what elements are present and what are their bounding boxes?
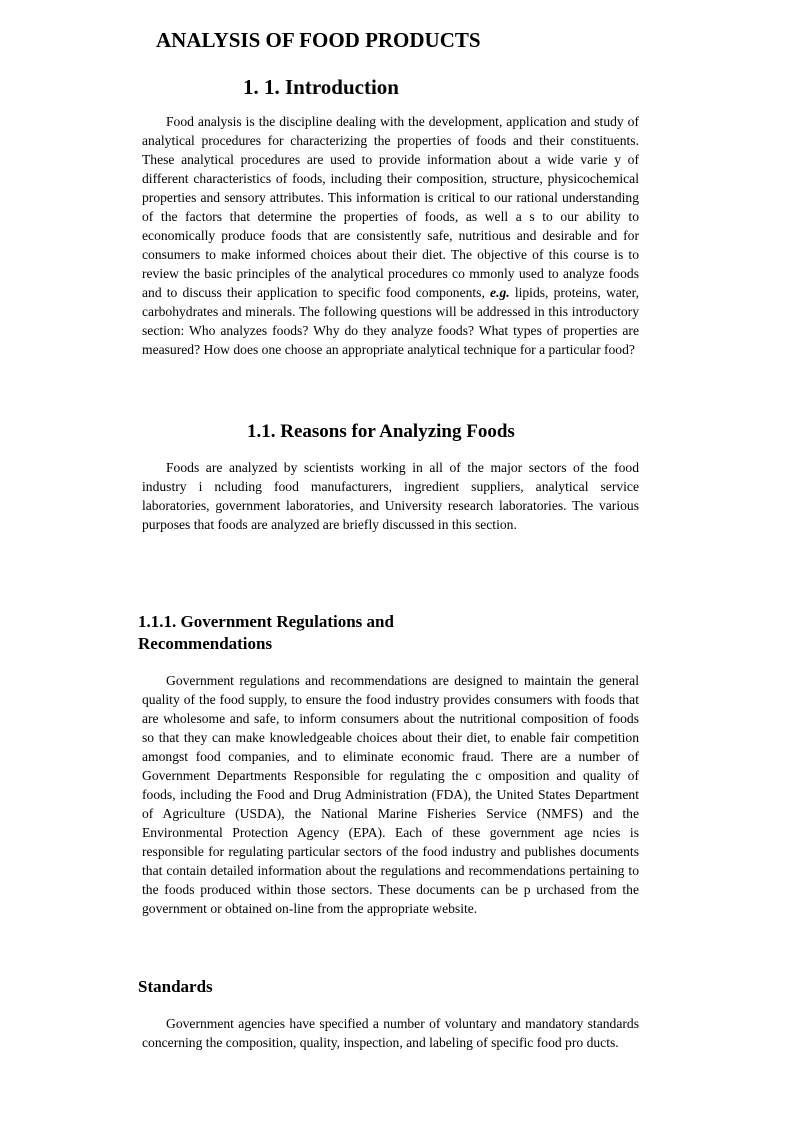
paragraph-government-regulations: Government regulations and recommendations are designed to maintain the general quality of the food supply, to ensure the food industry provides consumers with foods that are wholesome and safe, to inform consumers about the nutritional composition of foods so that they can make knowledgeable choices about their diet, to enable fair competition amongst food companies, and to eliminate economic fraud. There are a number of Government Departments Responsible for regulating the c omposition and quality of foods, including the Food and Drug Administration (FDA), the United States Department of Agriculture (USDA), the National Marine Fisheries Service (NMFS) and the Environmental Protection Agency (EPA). Each of these government age ncies is responsible for regulating particular sectors of the food industry and publishes documents that contain detailed information about the regulations and recommendations pertaining to the foods produced within those sectors. These documents can be p urchased from the government or obtained on-line from the appropriate website. xyxy=(142,673,639,916)
heading-standards: Standards xyxy=(138,977,213,996)
paragraph-standards: Government agencies have specified a number of voluntary and mandatory standards concerning the composition, quality, inspection, and labeling of specific food pro ducts. xyxy=(142,1016,639,1050)
intro-eg: e.g. xyxy=(490,285,510,300)
document-title: ANALYSIS OF FOOD PRODUCTS xyxy=(156,28,481,52)
heading-reasons: 1.1. Reasons for Analyzing Foods xyxy=(247,421,515,442)
intro-text-part1: Food analysis is the discipline dealing with the development, application and study of analytical procedures for characterizing the properties of foods and their constituents. These analytical procedures are used to provide information about a wide varie y of different characteristics of foods, including their composition, structure, physicochemical properties and sensory attributes. This information is critical to our rational understanding of the factors that determine the properties of foods, as well a s to our ability to economically produce foods that are consistently safe, nutritious and desirable and for consumers to make informed choices about their diet. The objective of this course is to review the basic principles of the analytical procedures co mmonly used to analyze foods and to discuss their application to specific food components, xyxy=(142,114,639,300)
intro-text-part2: lipids, proteins, water, carbohydrates and minerals. The following questions will be addressed in this introductory section: Who analyzes foods? Why do they analyze foods? What types of properties are measured? How does one choose an appropriate analytical technique for a particular food? xyxy=(142,285,639,357)
paragraph-introduction xyxy=(142,112,639,359)
heading-introduction: 1. 1. Introduction xyxy=(243,75,399,99)
heading-government-regulations: 1.1.1. Government Regulations and Recommendations xyxy=(138,612,394,653)
paragraph-reasons: Foods are analyzed by scientists working in all of the major sectors of the food industry i ncluding food manufacturers, ingredient suppliers, analytical service laboratories, government laboratories, and University research laboratories. The various purposes that foods are analyzed are briefly discussed in this section. xyxy=(142,460,639,532)
